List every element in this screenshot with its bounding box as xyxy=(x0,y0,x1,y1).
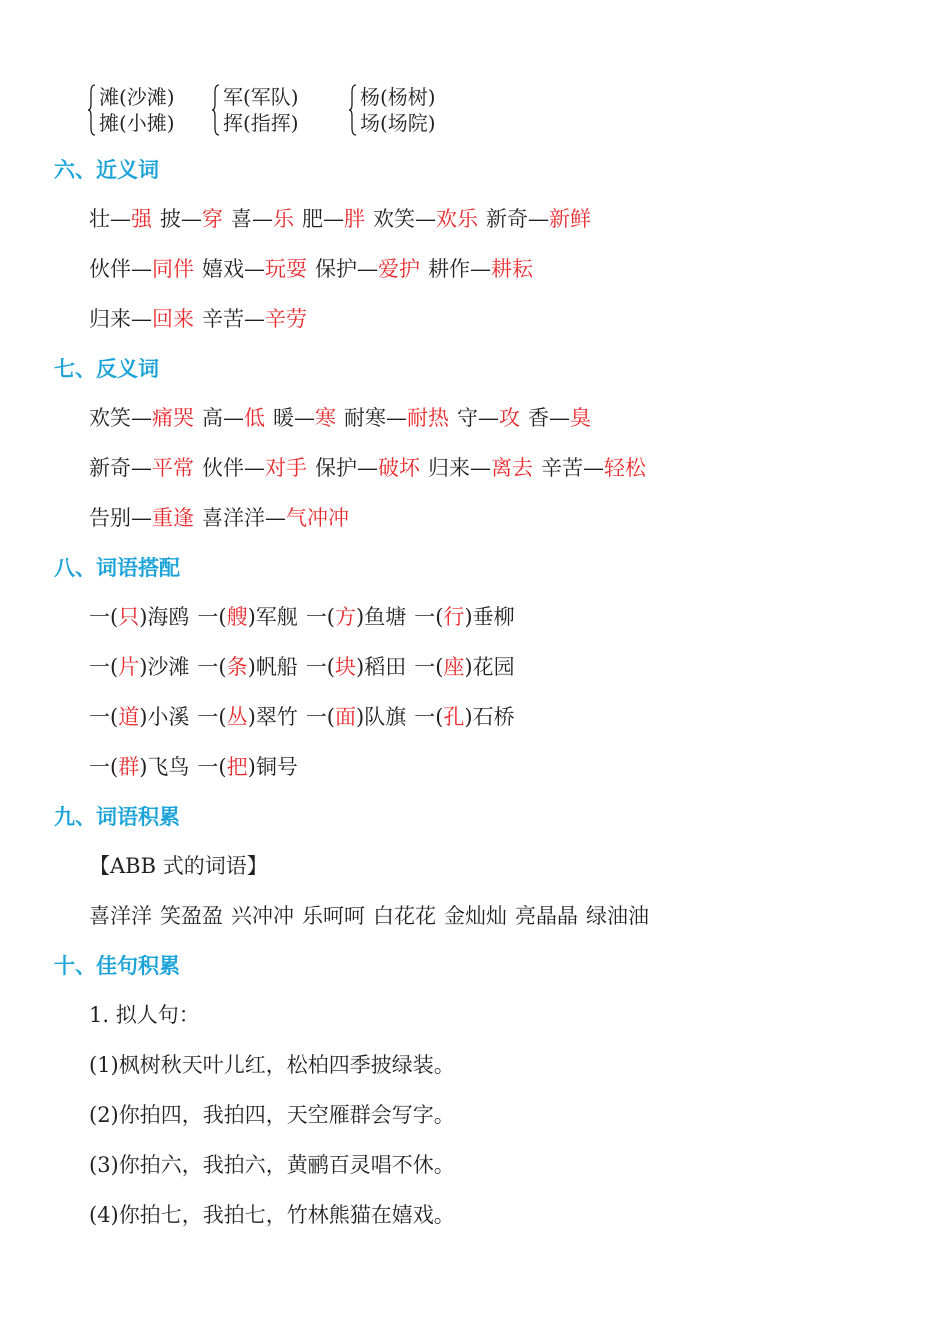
polyphone-top: 杨(杨树) xyxy=(360,85,436,109)
dash: — xyxy=(110,207,131,231)
word: 新奇 xyxy=(486,207,528,231)
word-pair xyxy=(89,257,194,281)
dash: — xyxy=(470,456,491,480)
suffix: ) xyxy=(139,605,148,629)
measure-word: 道 xyxy=(118,705,140,729)
prefix: 一( xyxy=(89,755,119,779)
answer-word: 乐 xyxy=(273,207,294,231)
word-pair xyxy=(231,207,294,231)
word-pair xyxy=(428,257,533,281)
dash: — xyxy=(244,257,265,281)
answer-word: 攻 xyxy=(499,406,520,430)
measure-word: 群 xyxy=(118,755,140,779)
measure-word: 行 xyxy=(443,605,465,629)
word: 伙伴 xyxy=(89,257,131,281)
word: 守 xyxy=(457,406,478,430)
word: 耐寒 xyxy=(344,406,386,430)
collocation-row xyxy=(89,602,523,632)
collocation-row xyxy=(89,652,523,682)
prefix: 一( xyxy=(89,605,119,629)
prefix: 一( xyxy=(414,605,444,629)
word-pair xyxy=(202,307,307,331)
word-pair xyxy=(273,406,336,430)
polyphone-top: 滩(沙滩) xyxy=(99,85,175,109)
answer-word: 轻松 xyxy=(604,456,646,480)
measure-word: 条 xyxy=(226,655,248,679)
heading-synonyms: 六、近义词 xyxy=(54,158,159,182)
answer-word: 破坏 xyxy=(378,456,420,480)
sentence-item: (2)你拍四，我拍四，天空雁群会写字。 xyxy=(89,1103,455,1127)
measure-phrase xyxy=(414,655,514,679)
word-pair xyxy=(89,307,194,331)
answer-word: 寒 xyxy=(315,406,336,430)
word: 辛苦 xyxy=(541,456,583,480)
dash: — xyxy=(478,406,499,430)
word-pair xyxy=(89,406,194,430)
answer-word: 耐热 xyxy=(407,406,449,430)
noun: 铜号 xyxy=(255,755,298,779)
measure-word: 孔 xyxy=(443,705,465,729)
word: 欢笑 xyxy=(373,207,415,231)
dash: — xyxy=(223,406,244,430)
noun: 沙滩 xyxy=(147,655,190,679)
prefix: 一( xyxy=(197,755,227,779)
answer-word: 痛哭 xyxy=(152,406,194,430)
dash: — xyxy=(265,506,286,530)
suffix: ) xyxy=(464,605,473,629)
measure-phrase xyxy=(306,605,406,629)
word: 嬉戏 xyxy=(202,257,244,281)
polyphone-group-3 xyxy=(360,84,436,136)
word-pair xyxy=(302,207,365,231)
dash: — xyxy=(252,207,273,231)
word-pair xyxy=(160,207,223,231)
prefix: 一( xyxy=(414,655,444,679)
polyphone-top: 军(军队) xyxy=(223,85,299,109)
prefix: 一( xyxy=(197,655,227,679)
synonym-row xyxy=(89,204,599,234)
word-pair xyxy=(202,506,349,530)
word: 归来 xyxy=(89,307,131,331)
suffix: ) xyxy=(356,705,365,729)
word-pair xyxy=(315,456,420,480)
measure-phrase xyxy=(89,755,189,779)
word-pair xyxy=(202,406,265,430)
word: 肥 xyxy=(302,207,323,231)
prefix: 一( xyxy=(89,655,119,679)
abb-word: 兴冲冲 xyxy=(231,904,294,928)
dash: — xyxy=(131,257,152,281)
answer-word: 离去 xyxy=(491,456,533,480)
answer-word: 重逢 xyxy=(152,506,194,530)
word-pair xyxy=(89,506,194,530)
word-pair xyxy=(344,406,449,430)
dash: — xyxy=(294,406,315,430)
suffix: ) xyxy=(247,655,256,679)
abb-word: 白花花 xyxy=(373,904,436,928)
word-pair xyxy=(541,456,646,480)
noun: 垂柳 xyxy=(472,605,515,629)
synonym-row xyxy=(89,304,315,334)
measure-phrase xyxy=(89,605,189,629)
suffix: ) xyxy=(247,705,256,729)
measure-phrase xyxy=(414,605,514,629)
measure-word: 方 xyxy=(335,605,357,629)
abb-word: 亮晶晶 xyxy=(515,904,578,928)
measure-word: 只 xyxy=(118,605,140,629)
word: 欢笑 xyxy=(89,406,131,430)
dash: — xyxy=(244,456,265,480)
abb-subheading: 【ABB 式的词语】 xyxy=(89,854,268,878)
word-pair xyxy=(428,456,533,480)
word: 喜洋洋 xyxy=(202,506,265,530)
measure-phrase xyxy=(89,655,189,679)
measure-phrase xyxy=(306,705,406,729)
prefix: 一( xyxy=(414,705,444,729)
brace-icon xyxy=(212,84,220,136)
abb-word: 金灿灿 xyxy=(444,904,507,928)
noun: 飞鸟 xyxy=(147,755,190,779)
prefix: 一( xyxy=(305,655,336,679)
word-pair xyxy=(89,207,152,231)
measure-word: 座 xyxy=(443,655,465,679)
sentence-item: (1)枫树秋天叶儿红，松柏四季披绿装。 xyxy=(89,1053,455,1077)
abb-word: 绿油油 xyxy=(586,904,649,928)
word-pair xyxy=(202,257,307,281)
sentence-item: (4)你拍七，我拍七，竹林熊猫在嬉戏。 xyxy=(89,1203,455,1227)
word-pair xyxy=(486,207,591,231)
measure-phrase xyxy=(414,705,514,729)
word: 保护 xyxy=(315,257,357,281)
answer-word: 低 xyxy=(244,406,265,430)
dash: — xyxy=(528,207,549,231)
answer-word: 平常 xyxy=(152,456,194,480)
dash: — xyxy=(357,257,378,281)
collocation-row xyxy=(89,752,306,782)
answer-word: 对手 xyxy=(265,456,307,480)
dash: — xyxy=(181,207,202,231)
sentence-title: 1. 拟人句： xyxy=(89,1003,200,1027)
answer-word: 气冲冲 xyxy=(286,506,349,530)
word-pair xyxy=(202,456,307,480)
heading-antonyms: 七、反义词 xyxy=(54,357,159,381)
heading-collocation: 八、词语搭配 xyxy=(54,556,180,580)
word: 喜 xyxy=(231,207,252,231)
suffix: ) xyxy=(139,655,148,679)
suffix: ) xyxy=(247,755,256,779)
word: 香 xyxy=(528,406,549,430)
abb-word-list xyxy=(89,901,657,931)
word: 保护 xyxy=(315,456,357,480)
noun: 海鸥 xyxy=(147,605,190,629)
measure-phrase xyxy=(197,605,297,629)
dash: — xyxy=(131,506,152,530)
noun: 鱼塘 xyxy=(364,605,407,629)
prefix: 一( xyxy=(305,705,336,729)
heading-sentences: 十、佳句积累 xyxy=(54,954,180,978)
word: 告别 xyxy=(89,506,131,530)
dash: — xyxy=(131,406,152,430)
brace-icon xyxy=(88,84,96,136)
answer-word: 同伴 xyxy=(152,257,194,281)
measure-word: 丛 xyxy=(226,705,248,729)
answer-word: 耕耘 xyxy=(491,257,533,281)
abb-word: 喜洋洋 xyxy=(89,904,152,928)
measure-word: 面 xyxy=(335,705,357,729)
dash: — xyxy=(583,456,604,480)
answer-word: 爱护 xyxy=(378,257,420,281)
polyphone-group-1 xyxy=(99,84,175,136)
synonym-row xyxy=(89,254,541,284)
word: 耕作 xyxy=(428,257,470,281)
answer-word: 臭 xyxy=(570,406,591,430)
measure-word: 块 xyxy=(335,655,357,679)
brace-icon xyxy=(349,84,357,136)
answer-word: 胖 xyxy=(344,207,365,231)
dash: — xyxy=(131,307,152,331)
measure-word: 把 xyxy=(226,755,248,779)
word-pair xyxy=(89,456,194,480)
abb-word: 乐呵呵 xyxy=(302,904,365,928)
abb-word: 笑盈盈 xyxy=(160,904,223,928)
suffix: ) xyxy=(139,755,148,779)
word: 辛苦 xyxy=(202,307,244,331)
dash: — xyxy=(470,257,491,281)
measure-word: 片 xyxy=(118,655,140,679)
polyphone-group-2 xyxy=(223,84,299,136)
collocation-row xyxy=(89,702,523,732)
word: 归来 xyxy=(428,456,470,480)
dash: — xyxy=(357,456,378,480)
word: 新奇 xyxy=(89,456,131,480)
word-pair xyxy=(373,207,478,231)
polyphone-bottom: 挥(指挥) xyxy=(223,111,299,135)
suffix: ) xyxy=(139,705,148,729)
measure-word: 艘 xyxy=(226,605,248,629)
word-pair xyxy=(457,406,520,430)
word: 暖 xyxy=(273,406,294,430)
word: 高 xyxy=(202,406,223,430)
polyphone-bottom: 摊(小摊) xyxy=(99,111,175,135)
word-pair xyxy=(528,406,591,430)
suffix: ) xyxy=(356,655,365,679)
answer-word: 欢乐 xyxy=(436,207,478,231)
dash: — xyxy=(131,456,152,480)
noun: 翠竹 xyxy=(255,705,298,729)
measure-phrase xyxy=(197,655,297,679)
answer-word: 辛劳 xyxy=(265,307,307,331)
polyphone-bottom: 场(场院) xyxy=(360,111,436,135)
suffix: ) xyxy=(356,605,365,629)
dash: — xyxy=(323,207,344,231)
noun: 队旗 xyxy=(364,705,407,729)
sentence-item: (3)你拍六，我拍六，黄鹂百灵唱不休。 xyxy=(89,1153,455,1177)
antonym-row xyxy=(89,453,654,483)
measure-phrase xyxy=(197,755,297,779)
dash: — xyxy=(386,406,407,430)
prefix: 一( xyxy=(89,705,119,729)
noun: 帆船 xyxy=(255,655,298,679)
word: 伙伴 xyxy=(202,456,244,480)
word: 壮 xyxy=(89,207,110,231)
answer-word: 回来 xyxy=(152,307,194,331)
word-pair xyxy=(315,257,420,281)
answer-word: 新鲜 xyxy=(549,207,591,231)
suffix: ) xyxy=(464,655,473,679)
noun: 稻田 xyxy=(364,655,407,679)
answer-word: 强 xyxy=(131,207,152,231)
noun: 军舰 xyxy=(255,605,298,629)
measure-phrase xyxy=(89,705,189,729)
dash: — xyxy=(244,307,265,331)
measure-phrase xyxy=(306,655,406,679)
answer-word: 穿 xyxy=(202,207,223,231)
word: 披 xyxy=(160,207,181,231)
prefix: 一( xyxy=(197,605,227,629)
prefix: 一( xyxy=(197,705,227,729)
antonym-row xyxy=(89,503,357,533)
noun: 石桥 xyxy=(472,705,515,729)
noun: 小溪 xyxy=(147,705,190,729)
dash: — xyxy=(415,207,436,231)
measure-phrase xyxy=(197,705,297,729)
heading-accumulation: 九、词语积累 xyxy=(54,805,180,829)
suffix: ) xyxy=(247,605,256,629)
answer-word: 玩耍 xyxy=(265,257,307,281)
suffix: ) xyxy=(464,705,473,729)
dash: — xyxy=(549,406,570,430)
noun: 花园 xyxy=(472,655,515,679)
prefix: 一( xyxy=(305,605,336,629)
antonym-row xyxy=(89,403,599,433)
